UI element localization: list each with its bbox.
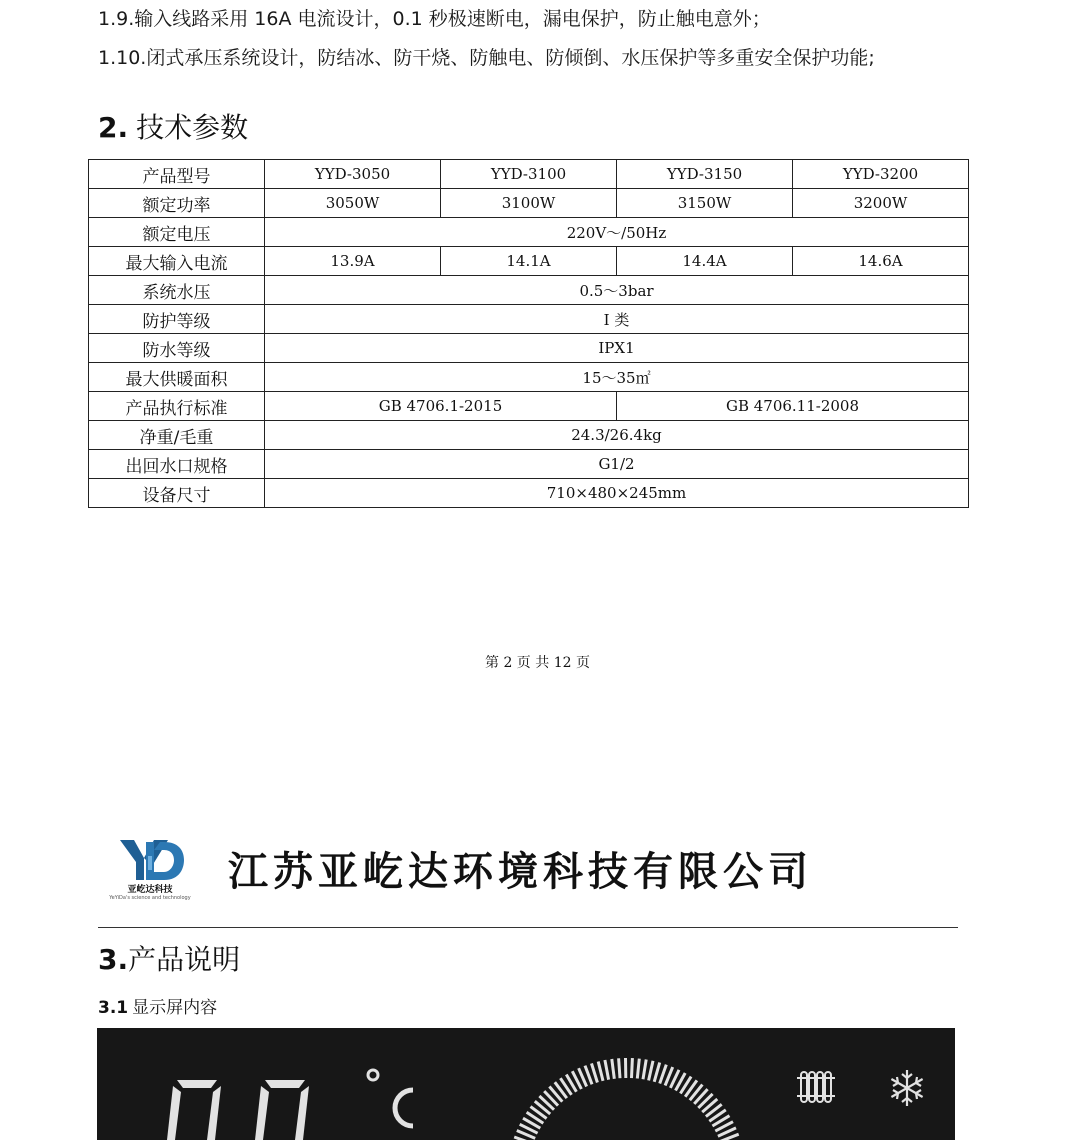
gauge-tick xyxy=(619,1058,620,1078)
gauge-arc xyxy=(514,1058,739,1140)
table-cell: 710×480×245mm xyxy=(265,479,969,508)
section-title: 产品说明 xyxy=(128,943,241,976)
gauge-tick xyxy=(643,1060,646,1080)
section-heading-tech-params xyxy=(98,106,248,146)
table-cell: YYD-3050 xyxy=(265,160,441,189)
radiator-icon xyxy=(797,1072,835,1102)
table-cell: 0.5～3bar xyxy=(265,276,969,305)
table-cell: 3150W xyxy=(617,189,793,218)
table-cell: GB 4706.11-2008 xyxy=(617,392,969,421)
table-row xyxy=(89,247,969,276)
table-cell: 13.9A xyxy=(265,247,441,276)
section-number: 2. xyxy=(98,111,129,144)
row-label: 额定功率 xyxy=(89,189,265,218)
gauge-tick xyxy=(598,1062,603,1081)
row-label: 防水等级 xyxy=(89,334,265,363)
gauge-tick xyxy=(632,1058,633,1078)
temperature-unit xyxy=(368,1070,413,1126)
table-cell: 220V～/50Hz xyxy=(265,218,969,247)
spec-table xyxy=(88,159,969,508)
table-row xyxy=(89,450,969,479)
subsection-number: 3.1 xyxy=(98,998,129,1018)
table-cell: YYD-3200 xyxy=(793,160,969,189)
display-screen-graphic xyxy=(97,1028,955,1140)
gauge-tick xyxy=(592,1063,598,1082)
row-label: 额定电压 xyxy=(89,218,265,247)
section-title: 技术参数 xyxy=(136,111,249,144)
feature-line-1-10: 1.10.闭式承压系统设计，防结冰、防干烧、防触电、防倾倒、水压保护等多重安全保护功能; xyxy=(98,47,875,69)
table-cell: IPX1 xyxy=(265,334,969,363)
table-cell: 24.3/26.4kg xyxy=(265,421,969,450)
row-label: 系统水压 xyxy=(89,276,265,305)
gauge-tick xyxy=(605,1060,609,1080)
row-label: 产品执行标准 xyxy=(89,392,265,421)
table-row xyxy=(89,392,969,421)
display-screen-photo xyxy=(97,1028,955,1140)
subsection-title: 显示屏内容 xyxy=(132,998,218,1018)
section-heading-product-description xyxy=(98,938,240,978)
table-cell: GB 4706.1-2015 xyxy=(265,392,617,421)
logo-chinese-text: 亚屹达科技 xyxy=(127,885,173,895)
table-cell: G1/2 xyxy=(265,450,969,479)
spec-table-body xyxy=(89,160,969,508)
table-cell: 15～35㎡ xyxy=(265,363,969,392)
table-cell: 14.6A xyxy=(793,247,969,276)
table-row xyxy=(89,189,969,218)
subsection-heading-display xyxy=(98,993,217,1018)
table-cell: 3100W xyxy=(441,189,617,218)
table-cell: 3050W xyxy=(265,189,441,218)
gauge-tick xyxy=(585,1066,592,1085)
table-cell: YYD-3100 xyxy=(441,160,617,189)
company-name: 江苏亚屹达环境科技有限公司 xyxy=(228,848,813,895)
gauge-tick xyxy=(654,1063,660,1082)
table-cell: 14.4A xyxy=(617,247,793,276)
table-cell: 14.1A xyxy=(441,247,617,276)
logo-english-text: YeYiDa's science and technology xyxy=(109,895,191,901)
table-cell: YYD-3150 xyxy=(617,160,793,189)
table-row xyxy=(89,363,969,392)
table-row xyxy=(89,334,969,363)
feature-line-1-9: 1.9.输入线路采用 16A 电流设计，0.1 秒极速断电，漏电保护，防止触电意外； xyxy=(98,8,771,30)
table-row xyxy=(89,305,969,334)
row-label: 产品型号 xyxy=(89,160,265,189)
row-label: 防护等级 xyxy=(89,305,265,334)
snowflake-icon xyxy=(891,1070,922,1106)
table-row xyxy=(89,218,969,247)
row-label: 净重/毛重 xyxy=(89,421,265,450)
table-row xyxy=(89,160,969,189)
page-footer: 第 2 页 共 12 页 xyxy=(485,655,590,671)
letterhead-divider xyxy=(98,927,958,928)
seven-segment-digit xyxy=(167,1080,221,1140)
gauge-tick xyxy=(649,1061,653,1081)
section-number: 3. xyxy=(98,943,129,976)
table-cell: 3200W xyxy=(793,189,969,218)
gauge-tick xyxy=(637,1059,639,1079)
row-label: 出回水口规格 xyxy=(89,450,265,479)
seven-segment-digit xyxy=(255,1080,309,1140)
row-label: 最大输入电流 xyxy=(89,247,265,276)
gauge-tick xyxy=(612,1059,615,1079)
gauge-tick xyxy=(660,1065,667,1084)
table-row xyxy=(89,479,969,508)
table-cell: I 类 xyxy=(265,305,969,334)
row-label: 最大供暖面积 xyxy=(89,363,265,392)
table-row xyxy=(89,276,969,305)
table-row xyxy=(89,421,969,450)
row-label: 设备尺寸 xyxy=(89,479,265,508)
